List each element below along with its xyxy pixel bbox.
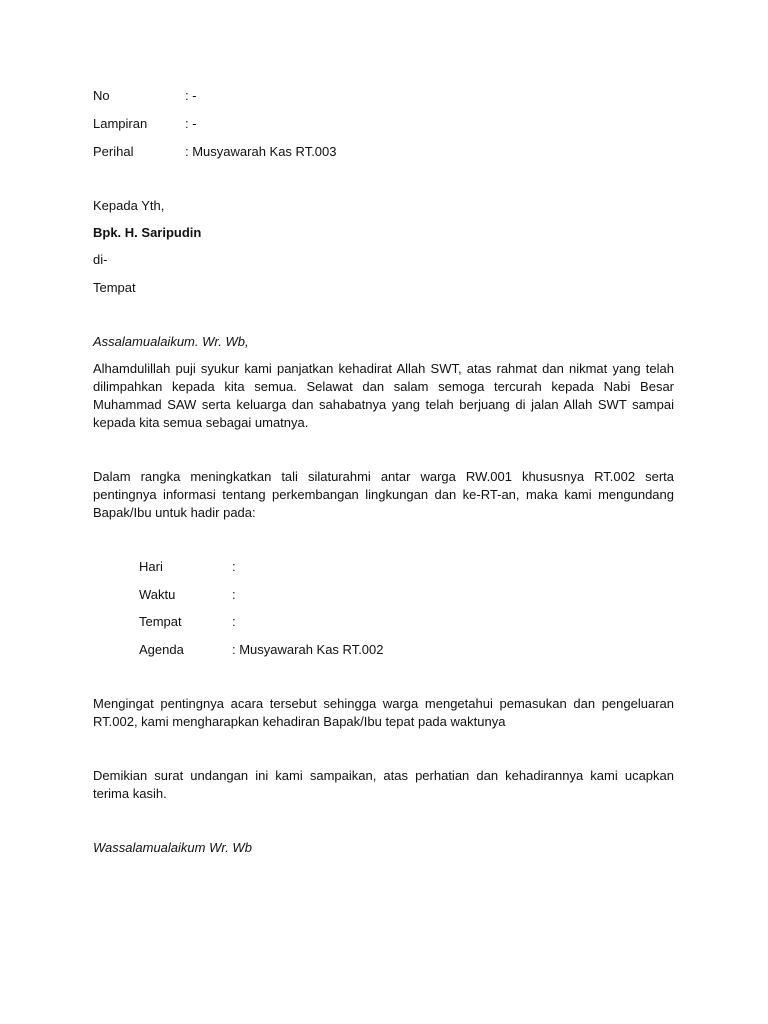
recipient-di: di- bbox=[93, 252, 108, 267]
header-no-value: : - bbox=[185, 88, 197, 103]
detail-tempat-value: : bbox=[232, 614, 236, 629]
header-perihal-label: Perihal bbox=[93, 144, 134, 159]
farewell: Wassalamualaikum Wr. Wb bbox=[93, 840, 252, 855]
header-perihal-value: : Musyawarah Kas RT.003 bbox=[185, 144, 337, 159]
header-lampiran-label: Lampiran bbox=[93, 116, 148, 131]
detail-tempat-label: Tempat bbox=[139, 614, 182, 629]
header-lampiran-value: : - bbox=[185, 116, 197, 131]
recipient-name: Bpk. H. Saripudin bbox=[93, 225, 202, 240]
header-no-label: No bbox=[93, 88, 110, 103]
paragraph-invitation: Dalam rangka meningkatkan tali silaturahmi antar warga RW.001 khususnya RT.002 serta pentingnya informasi tentang perkembangan lingkungan dan ke-RT-an, maka kami mengundang Bapak/Ibu untuk hadir pada: bbox=[93, 469, 674, 520]
greeting: Assalamualaikum. Wr. Wb, bbox=[93, 334, 249, 349]
recipient-kepada: Kepada Yth, bbox=[93, 198, 165, 213]
detail-waktu-label: Waktu bbox=[139, 587, 176, 602]
recipient-tempat: Tempat bbox=[93, 280, 136, 295]
detail-hari-label: Hari bbox=[139, 559, 163, 574]
paragraph-importance: Mengingat pentingnya acara tersebut sehingga warga mengetahui pemasukan dan pengeluaran RT.002, kami mengharapkan kehadiran Bapak/Ibu tepat pada waktunya bbox=[93, 696, 674, 729]
detail-hari-value: : bbox=[232, 559, 236, 574]
detail-agenda-value: : Musyawarah Kas RT.002 bbox=[232, 642, 384, 657]
detail-waktu-value: : bbox=[232, 587, 236, 602]
detail-agenda-label: Agenda bbox=[139, 642, 184, 657]
paragraph-opening: Alhamdulillah puji syukur kami panjatkan kehadirat Allah SWT, atas rahmat dan nikmat yang telah dilimpahkan kepada kita semua. Selawat dan salam semoga tercurah kepada Nabi Besar Muhammad SAW serta keluarga dan sahabatnya yang telah berjuang di jalan Allah SWT sampai kepada kita semua sebagai umatnya. bbox=[93, 361, 674, 430]
paragraph-closing: Demikian surat undangan ini kami sampaikan, atas perhatian dan kehadirannya kami ucapkan terima kasih. bbox=[93, 768, 674, 801]
